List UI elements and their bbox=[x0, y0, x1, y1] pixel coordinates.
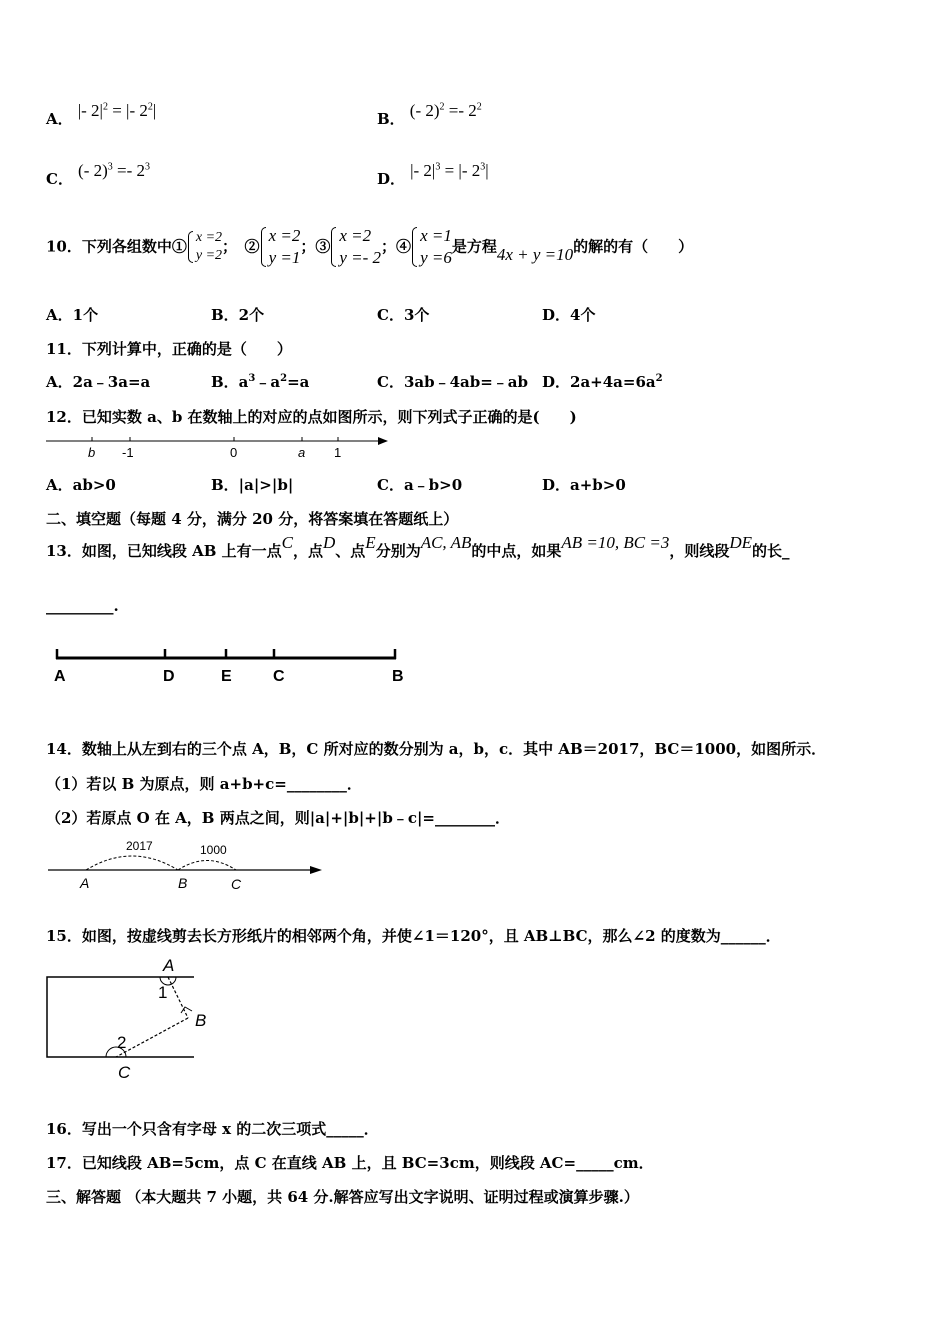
q15-stem: 15．如图，按虚线剪去长方形纸片的相邻两个角，并使∠1＝120°，且 AB⊥BC，那么∠2 的度数为______． bbox=[46, 927, 781, 945]
label-c: C bbox=[273, 668, 285, 685]
label-d: D bbox=[163, 668, 175, 685]
arc-label-1000: 1000 bbox=[200, 843, 227, 857]
label-angle-1: 1 bbox=[158, 983, 168, 1002]
q13-answer-blank: _________. bbox=[46, 597, 119, 615]
arc-bc bbox=[178, 861, 236, 871]
q12-option-b: B．|a|>|b| bbox=[211, 476, 294, 494]
q17-stem: 17．已知线段 AB=5cm，点 C 在直线 AB 上，且 BC=3cm，则线段 AC=_____cm． bbox=[46, 1154, 654, 1172]
q9-option-d-label: D． bbox=[377, 170, 406, 188]
q10-stem-suffix: 的解的有（ ） bbox=[573, 237, 694, 256]
arc-label-2017: 2017 bbox=[126, 839, 153, 853]
q11-option-b: B．$a^3﹣a^2=a$ bbox=[211, 373, 310, 391]
q11-option-c: C．3ab﹣4ab=﹣ab bbox=[377, 373, 529, 391]
section-2-heading: 二、填空题（每题 4 分，满分 20 分，将答案填在答题纸上） bbox=[46, 510, 459, 528]
q11-stem: 11．下列计算中，正确的是（ ） bbox=[46, 340, 292, 358]
q10-option-c: C．3个 bbox=[377, 306, 430, 324]
label-b: b bbox=[88, 445, 96, 460]
label-e: E bbox=[221, 668, 232, 685]
q9-option-b-label: B． bbox=[377, 110, 405, 128]
label-a: A bbox=[80, 875, 90, 891]
label-0: 0 bbox=[230, 445, 238, 460]
right-angle-mark bbox=[181, 1007, 192, 1013]
cut-line-bc bbox=[116, 1018, 188, 1057]
q9-option-d bbox=[377, 161, 489, 189]
q10-stem-prefix: 10．下列各组数中① bbox=[46, 237, 187, 256]
label-b: B bbox=[195, 1011, 207, 1030]
q14-part-2: （2）若原点 O 在 A，B 两点之间，则|a|+|b|+|b﹣c|=________． bbox=[46, 809, 510, 827]
q10-system-3: x =2 y =- 2 bbox=[330, 225, 381, 269]
q11-option-d: D．$2a+4a=6a^2$ bbox=[542, 373, 663, 391]
arc-ab bbox=[86, 856, 178, 870]
label-a: A bbox=[163, 956, 175, 975]
q14-number-line-figure bbox=[44, 836, 334, 894]
arrow-icon bbox=[378, 437, 388, 445]
label-1: 1 bbox=[334, 445, 342, 460]
q12-option-c: C．a﹣b>0 bbox=[377, 476, 463, 494]
q13-segment-figure bbox=[44, 645, 414, 690]
q9-option-d-expression: |- $2|^3$ = |- $2^3|$ bbox=[410, 161, 489, 180]
q10-stem: 10．下列各组数中① x =2 y =2 ； ② x =2 y =1 ；③ x =2 y =- 2 ；④ x =1 y =6 是方程4x + y =10的解的有（ ） bbox=[46, 226, 694, 267]
q16-stem: 16．写出一个只含有字母 x 的二次三项式_____． bbox=[46, 1120, 379, 1138]
q12-stem: 12．已知实数 a、b 在数轴上的对应的点如图所示，则下列式子正确的是( ) bbox=[46, 408, 577, 426]
q12-option-a: A．ab>0 bbox=[46, 476, 116, 494]
label-b: B bbox=[178, 875, 188, 891]
section-3-heading: 三、解答题 （本大题共 7 小题，共 64 分.解答应写出文字说明、证明过程或演算步骤.） bbox=[46, 1188, 639, 1206]
q11-option-a: A．2a﹣3a=a bbox=[46, 373, 151, 391]
label-angle-2: 2 bbox=[117, 1033, 127, 1052]
q9-option-c bbox=[46, 161, 151, 189]
cut-line-ab bbox=[168, 977, 188, 1018]
q15-rectangle-figure bbox=[44, 956, 234, 1086]
label-c: C bbox=[231, 876, 242, 892]
label-a: a bbox=[298, 445, 306, 460]
q12-option-d: D．a+b>0 bbox=[542, 476, 626, 494]
q9-option-c-expression: (- $2)^3 =- 2^3$ bbox=[78, 161, 151, 180]
label-a: A bbox=[54, 668, 66, 685]
arrow-icon bbox=[310, 866, 322, 874]
q12-number-line-figure bbox=[40, 430, 400, 462]
q10-system-1: x =2 y =2 bbox=[187, 229, 222, 265]
q9-option-c-label: C． bbox=[46, 170, 73, 188]
q10-system-2: x =2 y =1 bbox=[260, 225, 301, 269]
q14-stem: 14．数轴上从左到右的三个点 A，B，C 所对应的数分别为 a，b，c．其中 AB＝2017，BC＝1000，如图所示． bbox=[46, 740, 827, 758]
q9-option-a bbox=[46, 101, 157, 129]
q9-option-b-expression: (- $2)^2 =- 2^2$ bbox=[409, 101, 482, 120]
q10-option-d: D．4个 bbox=[542, 306, 596, 324]
label-c: C bbox=[118, 1063, 131, 1082]
q14-part-1: （1）若以 B 为原点，则 a+b+c=________． bbox=[46, 775, 362, 793]
q9-option-a-label: A． bbox=[46, 110, 73, 128]
q10-option-b: B．2个 bbox=[211, 306, 265, 324]
q9-option-a-expression: |- $2|^2$ = |- $2^2|$ bbox=[77, 101, 157, 120]
q9-option-b bbox=[377, 101, 482, 129]
q10-option-a: A．1个 bbox=[46, 306, 99, 324]
q10-equation: 4x + y =10 bbox=[496, 244, 574, 264]
q13-stem: 13．如图，已知线段 AB 上有一点C，点D、点E分别为AC, AB的中点，如果AB =10, BC =3，则线段DE的长_ bbox=[46, 533, 790, 560]
label-b: B bbox=[392, 668, 404, 685]
label-neg1: -1 bbox=[122, 445, 134, 460]
q10-system-4: x =1 y =6 bbox=[411, 225, 452, 269]
